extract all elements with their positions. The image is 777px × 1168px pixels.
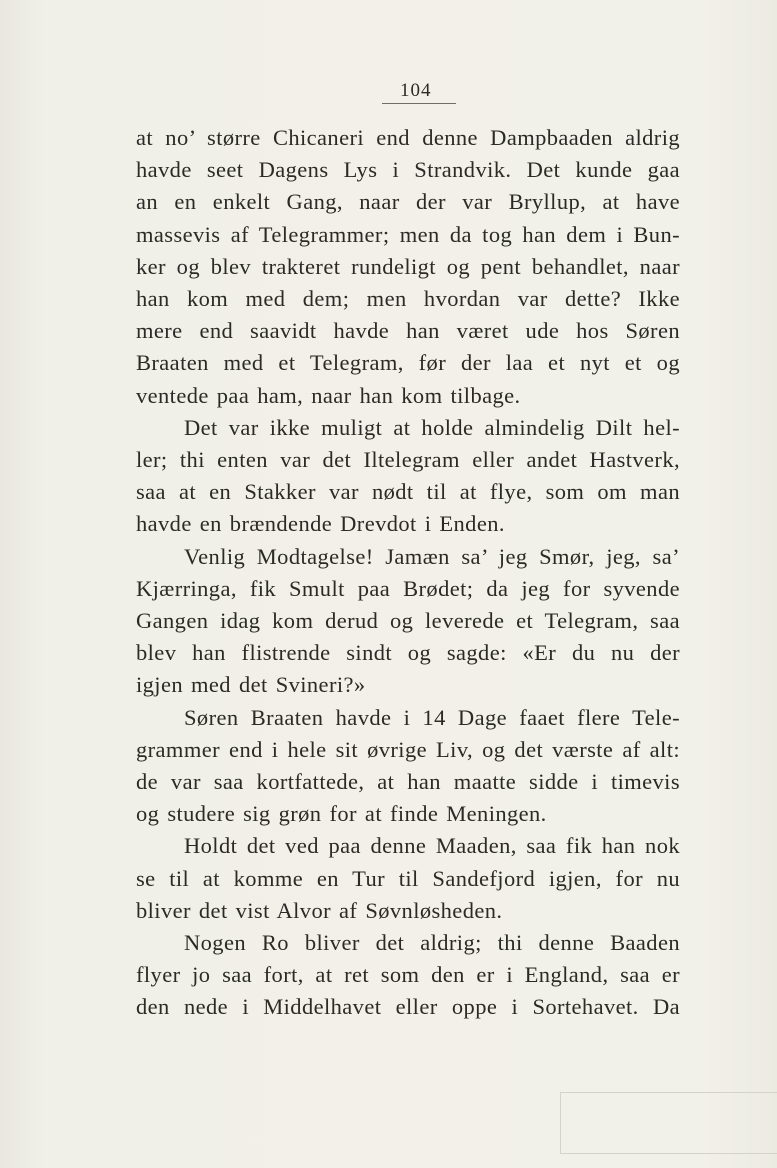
text-line: ker og blev trakteret rundeligt og pent behandlet, naar [136,253,680,279]
text-line: ventede paa ham, naar han kom tilbage. [136,382,521,408]
text-line: Holdt det ved paa denne Maaden, saa fik han nok [184,833,680,859]
text-line: han kom med dem; men hvordan var dette? Ikke [136,286,680,312]
page-number: 104 [382,80,456,104]
body-text [136,122,680,1024]
text-line: massevis af Telegrammer; men da tog han dem i Bun- [136,221,680,247]
text-line: Søren Braaten havde i 14 Dage faaet flere Tele- [184,704,680,730]
text-line: og studere sig grøn for at finde Meningen. [136,801,547,827]
text-line: Gangen idag kom derud og leverede et Telegram, saa [136,608,680,634]
text-line: flyer jo saa fort, at ret som den er i England, saa er [136,962,680,988]
text-line: ler; thi enten var det Iltelegram eller andet Hastverk, [136,447,680,473]
text-line: havde seet Dagens Lys i Strandvik. Det kunde gaa [136,157,680,183]
text-line: Nogen Ro bliver det aldrig; thi denne Baaden [184,930,680,956]
scan-corner-mark [560,1092,777,1154]
text-line: se til at komme en Tur til Sandefjord igjen, for nu [136,865,680,891]
text-line: saa at en Stakker var nødt til at flye, som om man [136,479,680,505]
text-line: an en enkelt Gang, naar der var Bryllup, at have [136,189,680,215]
text-line: de var saa kortfattede, at han maatte sidde i timevis [136,769,680,795]
text-line: mere end saavidt havde han været ude hos Søren [136,318,680,344]
text-line: bliver det vist Alvor af Søvnløsheden. [136,897,503,923]
text-line: grammer end i hele sit øvrige Liv, og det værste af alt: [136,736,680,762]
text-line: havde en brændende Drevdot i Enden. [136,511,505,537]
text-line: Braaten med et Telegram, før der laa et nyt et og [136,350,680,376]
text-line: blev han flistrende sindt og sagde: «Er du nu der [136,640,680,666]
text-line: at no’ større Chicaneri end denne Dampbaaden aldrig [136,125,680,150]
text-line: Venlig Modtagelse! Jamæn sa’ jeg Smør, jeg, sa’ [184,543,680,569]
text-line: igjen med det Svineri?» [136,672,366,698]
text-line: Det var ikke muligt at holde almindelig Dilt hel- [184,414,680,440]
text-line: den nede i Middelhavet eller oppe i Sortehavet. Da [136,994,680,1020]
text-line: Kjærringa, fik Smult paa Brødet; da jeg for syvende [136,575,680,601]
